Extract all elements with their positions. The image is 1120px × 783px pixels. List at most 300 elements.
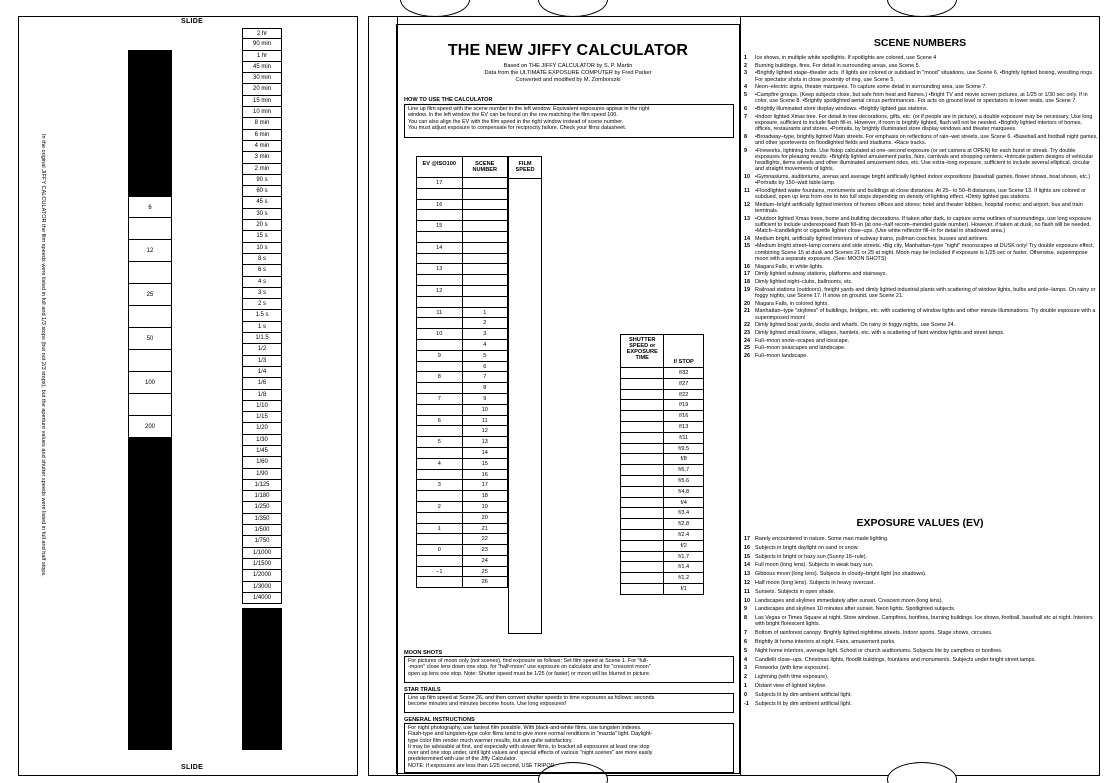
fstop-value: f/5.6 xyxy=(678,477,690,484)
table-row xyxy=(416,178,508,189)
list-item xyxy=(744,580,1100,586)
table-row xyxy=(416,405,508,416)
list-item xyxy=(744,615,1100,627)
scene-number: 11 xyxy=(744,187,750,194)
scene-description: Niagara Falls, in colored lights. xyxy=(755,300,829,307)
list-item xyxy=(744,562,1100,568)
fstop-value: f/2 xyxy=(680,542,687,549)
ev-description: Subjects in bright or hazy sun (Sunny 16–rule). xyxy=(755,553,868,560)
star-box: Line up film speed at Scene 26, and then convert shutter speeds to time exposures as follows: seconds become minutes and minutes become hours. Use long exposures! xyxy=(404,693,734,713)
ev-description: Candlelit close–ups. Christmas lights, floodlit buildings, fountains and monuments. Subjects under bright street lamps. xyxy=(755,656,1036,663)
ev-value xyxy=(417,275,463,285)
ev-number: 9 xyxy=(744,606,747,613)
scene-number: 25 xyxy=(744,345,750,352)
ev-value xyxy=(417,491,463,501)
scene-description: Dimly lighted small towns, villages, hamlets, etc. with a scattering of faint window lights and street lamps. xyxy=(755,329,1005,336)
table-row xyxy=(620,411,704,422)
scene-number xyxy=(463,254,508,264)
list-item xyxy=(744,589,1100,595)
scene-description: •Brightly illuminated store display windows. •Brightly lighted gas stations. xyxy=(755,105,929,112)
list-item xyxy=(744,264,1100,270)
speed-cell: 1/250 xyxy=(242,502,282,513)
list-item xyxy=(744,271,1100,277)
speed-cell: 8 s xyxy=(242,254,282,265)
table-row xyxy=(416,470,508,481)
ev-value: 1 xyxy=(417,524,463,534)
scene-number xyxy=(463,178,508,188)
scene-number: 17 xyxy=(481,482,488,489)
ev-description: Landscapes and skylines 10 minutes after sunset. Neon lights. Spotlighted subjects. xyxy=(755,606,956,613)
scene-number: 19 xyxy=(481,503,488,510)
table-row xyxy=(416,524,508,535)
ev-number: 10 xyxy=(744,597,750,604)
speed-cell: 1/500 xyxy=(242,525,282,536)
shutter-cell[interactable] xyxy=(621,584,664,594)
iso-cell xyxy=(128,262,172,284)
speed-cell: 1/1500 xyxy=(242,559,282,570)
table-row xyxy=(416,232,508,243)
ev-value xyxy=(417,556,463,566)
table-row xyxy=(416,426,508,437)
iso-cell xyxy=(128,394,172,416)
fstop-value: f/11 xyxy=(679,434,689,441)
film-speed-window[interactable] xyxy=(508,156,542,634)
scene-numbers-heading: SCENE NUMBERS xyxy=(873,37,967,49)
table-row xyxy=(620,476,704,487)
table-row xyxy=(416,351,508,362)
table-row xyxy=(416,210,508,221)
ev-value xyxy=(417,318,463,328)
table-row xyxy=(620,422,704,433)
speed-cell: 3 s xyxy=(242,288,282,299)
scene-number: 4 xyxy=(744,84,747,91)
shutter-cell[interactable] xyxy=(621,411,664,421)
iso-cell xyxy=(128,218,172,240)
scene-number: 9 xyxy=(744,147,747,154)
list-item xyxy=(744,648,1100,654)
list-item xyxy=(744,84,1100,90)
speed-cell: 2 s xyxy=(242,299,282,310)
list-item xyxy=(744,701,1100,707)
list-item xyxy=(744,665,1100,671)
list-item xyxy=(744,236,1100,242)
shutter-cell[interactable] xyxy=(621,476,664,486)
table-row xyxy=(620,573,704,584)
scene-number: 18 xyxy=(481,493,488,500)
table-row xyxy=(620,530,704,541)
scene-header: SCENE NUMBER xyxy=(472,161,498,173)
table-row xyxy=(620,465,704,476)
table-row xyxy=(416,383,508,394)
speed-cell: 15 s xyxy=(242,231,282,242)
scene-number: 14 xyxy=(481,449,488,456)
ev-description: Fireworks (with time exposure). xyxy=(755,665,830,672)
scene-number: 12 xyxy=(744,201,750,208)
scene-description: •Brightly lighted stage–theater acts. If lights are colored or subdued in "mood" situations, use Scene 6. •Brightly lighted boxing, wrestling rings. For spectator shots in close proximity of ring, use Scene 5. xyxy=(755,70,1094,83)
list-item xyxy=(744,536,1100,542)
slide-card[interactable] xyxy=(18,16,358,776)
ev-value xyxy=(417,470,463,480)
list-item xyxy=(744,92,1100,104)
speed-cell: 10 s xyxy=(242,243,282,254)
ev-value: 14 xyxy=(417,243,463,253)
shutter-cell[interactable] xyxy=(621,433,664,443)
star-title: STAR TRAILS xyxy=(404,687,441,693)
scene-number: 4 xyxy=(483,341,487,348)
iso-cell xyxy=(128,350,172,372)
ev-description: Landscapes and skylines immediately after sunset. Crescent moon (long lens). xyxy=(755,597,943,604)
scene-number: 2 xyxy=(744,62,747,69)
list-item xyxy=(744,279,1100,285)
scene-description: •Indoor lighted Xmas tree. For detail in tree decorations, gifts, etc. (or if people are in picture), a double exposure may be necessary. Use long exposure, sufficient to include flash fill-in. However, if room is brightly lighted, flash will not be needed. •Brightly lighted interiors of homes, offices, restaurants and stores. •Portraits, by brightly illuminated store display windows and theater marquees. xyxy=(755,113,1093,133)
list-item xyxy=(744,639,1100,645)
speed-cell: 1/3000 xyxy=(242,582,282,593)
scene-number xyxy=(463,275,508,285)
fstop-value: f/2.8 xyxy=(678,521,690,528)
fstop-value: f/19 xyxy=(679,402,689,409)
scene-number: 20 xyxy=(744,300,750,307)
table-row xyxy=(416,297,508,308)
shutter-cell[interactable] xyxy=(621,422,664,432)
moon-box: For pictures of moon only (not scenes), find exposure as follows: Set film speed at Scene 1. For "full- -moon" close lens down one stop, for "half-moon" use exposure on calculator and for "crescent moon" open up lens one stop. Note: Shutter speed must be 1/25 (or faster) or moon will be blurred in picture. xyxy=(404,656,734,683)
fstop-value: f/1.4 xyxy=(678,564,690,571)
fstop-value: f/1.7 xyxy=(678,553,690,560)
list-item xyxy=(744,308,1100,320)
shutter-cell[interactable] xyxy=(621,519,664,529)
notch xyxy=(538,0,608,17)
shutter-cell[interactable] xyxy=(621,454,664,464)
speed-cell: 1/6 xyxy=(242,378,282,389)
table-row xyxy=(416,545,508,556)
shutter-cell[interactable] xyxy=(621,562,664,572)
divider xyxy=(740,16,741,776)
scene-number: 23 xyxy=(481,547,488,554)
ev-description: Bottom of rainforest canopy. Brightly lighted nighttime streets. Indoor sports. Stage shows, circuses. xyxy=(755,630,993,637)
exposure-values-list xyxy=(744,536,1100,709)
scene-number: 21 xyxy=(481,525,488,532)
list-item xyxy=(744,545,1100,551)
shutter-cell[interactable] xyxy=(621,508,664,518)
fstop-value: f/3.4 xyxy=(678,510,690,517)
scene-number: 3 xyxy=(744,70,747,77)
scene-description: Manhattan–type "skylines" of buildings, bridges, etc. with scattering of window lights and other minute illuminations. Try double exposure with a superimposed moon! xyxy=(755,308,1096,321)
scene-description: Dimly lighted subway stations, platforms and stairways. xyxy=(755,271,887,278)
scene-description: Ice shows, in multiple white spotlights. If spotlights are colored, use Scene 4 xyxy=(755,55,937,61)
scene-description: Niagara Falls, in white lights. xyxy=(755,263,824,270)
ev-description: Lightning (with time exposure). xyxy=(755,674,829,681)
fstop-value: f/8 xyxy=(680,456,687,463)
ev-description: Las Vegas or Times Square at night. Store windows. Campfires, bonfires, burning buildings. Ice shows, football, baseball etc at night. Interiors with bright florescent lights. xyxy=(755,615,1093,628)
iso-cell: 25 xyxy=(128,284,172,306)
speed-cell: 1 s xyxy=(242,322,282,333)
scene-description: •Outdoor lighted Xmas trees, home and building decorations. If taken after dark, to capture some outlines of surroundings, use long exposure sufficient to include underexposed flash fill–in (at one–half recom–mended guide number). However, if taken at dusk, no flash will be needed. •Match–/candlelight or cigarette lighter close–ups. (Use white reflector fill–in for detail in shadowed area.) xyxy=(755,215,1092,235)
shutter-cell[interactable] xyxy=(621,541,664,551)
list-item xyxy=(744,683,1100,689)
iso-cell: 200 xyxy=(128,416,172,438)
scene-number: 22 xyxy=(744,322,750,329)
notch xyxy=(400,0,470,17)
speed-cell: 45 min xyxy=(242,62,282,73)
table-row xyxy=(416,459,508,470)
table-row xyxy=(416,416,508,427)
list-item xyxy=(744,174,1100,186)
shutter-cell[interactable] xyxy=(621,390,664,400)
ev-value: 11 xyxy=(417,308,463,318)
table-row xyxy=(416,318,508,329)
speed-cell: 60 s xyxy=(242,186,282,197)
list-item xyxy=(744,216,1100,235)
fstop-table xyxy=(620,334,704,595)
scene-number: 6 xyxy=(744,105,747,112)
list-item xyxy=(744,571,1100,577)
ev-value: 5 xyxy=(417,437,463,447)
scene-number: 23 xyxy=(744,329,750,336)
ev-description: Rarely encountered in nature. Some man made lighting. xyxy=(755,536,889,542)
black-band-bottom xyxy=(128,438,172,750)
fstop-header: f/ STOP xyxy=(673,359,694,365)
moon-title: MOON SHOTS xyxy=(404,650,443,656)
ev-description: Subjects lit by dim ambient artificial light. xyxy=(755,700,852,707)
scene-number: 15 xyxy=(481,460,488,467)
shutter-cell[interactable] xyxy=(621,379,664,389)
ev-description: Subjects lit by dim ambient artificial light. xyxy=(755,691,852,698)
list-item xyxy=(744,606,1100,612)
scene-number: 21 xyxy=(744,308,750,315)
scene-numbers-list xyxy=(744,55,1100,361)
scene-description: •Fireworks, lightning bolts. Use fistop calculated at one–second exposure (or set camera at OPEN) for each burst or streak. Try double exposures for pleasing results. •Brightly lighted amusement parks, fairs, carnivals and shopping centers. •Intricate pattern designs of vehicular headlights, items wheels and other illuminated amusement rides, etc. Use extra–long exposure, sufficient to include several elliptical, circular and straight movements of lights. xyxy=(755,147,1094,173)
speed-cell: 1/45 xyxy=(242,446,282,457)
scene-description: Neon–electric signs, theater marquees. To capture some detail in surrounding area, use Scene 7. xyxy=(755,84,987,91)
shutter-cell[interactable] xyxy=(621,530,664,540)
table-row xyxy=(416,275,508,286)
ev-number: 7 xyxy=(744,630,747,637)
table-row xyxy=(620,400,704,411)
fstop-value: f/13 xyxy=(679,423,689,430)
list-item xyxy=(744,148,1100,173)
ev-value: 4 xyxy=(417,459,463,469)
speed-cell: 1/350 xyxy=(242,514,282,525)
scene-number: 18 xyxy=(744,279,750,285)
table-row xyxy=(416,448,508,459)
ev-number: 0 xyxy=(744,691,747,698)
scene-number xyxy=(463,232,508,242)
ev-header: EV @ISO100 xyxy=(417,157,463,177)
speed-cell: 1/15 xyxy=(242,412,282,423)
speed-cell: 20 min xyxy=(242,84,282,95)
speed-cell: 1/4000 xyxy=(242,593,282,604)
ev-value: 16 xyxy=(417,200,463,210)
ev-number: 13 xyxy=(744,571,750,578)
scene-number: 16 xyxy=(481,471,488,478)
scene-number: 24 xyxy=(744,337,750,344)
ev-description: Distant view of lighted skyline. xyxy=(755,682,827,689)
speed-cell: 1/1.5 xyxy=(242,333,282,344)
scene-number: 15 xyxy=(744,243,750,250)
scene-number: 8 xyxy=(483,385,487,392)
shutter-header: SHUTTER SPEED or EXPOSURE TIME xyxy=(621,335,664,367)
ev-number: 5 xyxy=(744,647,747,654)
ev-value xyxy=(417,448,463,458)
notch xyxy=(887,0,957,17)
table-row xyxy=(416,329,508,340)
table-row xyxy=(416,577,508,588)
scene-number: 5 xyxy=(483,352,487,359)
speed-cell: 30 s xyxy=(242,209,282,220)
table-row xyxy=(416,480,508,491)
shutter-cell[interactable] xyxy=(621,498,664,508)
ev-value: 8 xyxy=(417,372,463,382)
fstop-value: f/27 xyxy=(679,380,689,387)
table-row xyxy=(416,502,508,513)
shutter-cell[interactable] xyxy=(621,400,664,410)
ev-value xyxy=(417,534,463,544)
list-item xyxy=(744,114,1100,133)
list-item xyxy=(744,63,1100,69)
shutter-cell[interactable] xyxy=(621,368,664,378)
list-item xyxy=(744,630,1100,636)
shutter-speed-scale[interactable] xyxy=(242,28,282,604)
scene-number: 13 xyxy=(481,439,488,446)
speed-cell: 10 min xyxy=(242,107,282,118)
speed-cell: 1/3 xyxy=(242,356,282,367)
scene-number: 26 xyxy=(481,579,488,586)
ev-number: 3 xyxy=(744,665,747,672)
ev-value xyxy=(417,254,463,264)
speed-cell: 1/2 xyxy=(242,344,282,355)
scene-number: 24 xyxy=(481,557,488,564)
speed-cell: 20 s xyxy=(242,220,282,231)
table-row xyxy=(416,372,508,383)
list-item xyxy=(744,692,1100,698)
ev-value xyxy=(417,232,463,242)
speed-cell: 30 min xyxy=(242,73,282,84)
list-item xyxy=(744,554,1100,560)
scene-number: 2 xyxy=(483,320,487,327)
how-to-box: Line up film speed with the scene number in the left window. Equivalent exposures appear in the right window. In the left window the EV can be found on the row matching the film speed 100. You can also align the EV with the film speed in the right window instead of scene number. You must adjust exposure to compensate for reciprocity failure. Check your films datasheet. xyxy=(404,104,734,138)
ev-value xyxy=(417,405,463,415)
general-title: GENERAL INSTRUCTIONS xyxy=(404,717,475,723)
list-item xyxy=(744,106,1100,112)
scene-number: 1 xyxy=(483,309,487,316)
scene-number: 9 xyxy=(483,395,487,402)
table-row xyxy=(620,454,704,465)
scene-number: 7 xyxy=(744,113,747,120)
scene-number: 20 xyxy=(481,514,488,521)
scene-number: 25 xyxy=(481,568,488,575)
table-row xyxy=(620,498,704,509)
slide-label-bottom: SLIDE xyxy=(181,764,204,771)
ev-value: 0 xyxy=(417,545,463,555)
scene-number: 14 xyxy=(744,235,750,242)
shutter-cell[interactable] xyxy=(621,552,664,562)
scene-number xyxy=(463,200,508,210)
table-row xyxy=(620,379,704,390)
table-row xyxy=(620,390,704,401)
scene-number: 10 xyxy=(481,406,488,413)
speed-cell: 6 s xyxy=(242,265,282,276)
shutter-cell[interactable] xyxy=(621,465,664,475)
scene-number xyxy=(463,221,508,231)
ev-value: 17 xyxy=(417,178,463,188)
shutter-cell[interactable] xyxy=(621,573,664,583)
table-row xyxy=(416,534,508,545)
list-item xyxy=(744,598,1100,604)
table-row xyxy=(620,584,704,595)
table-row xyxy=(416,254,508,265)
scene-number xyxy=(463,286,508,296)
scene-description: •Campfire groups. (Keep subjects close, but safe from heat and flames.) •Bright TV and movie screen pictures, at 1/25 or 1/30 sec only. If in color, use Scene 8. •Brightly spotlighted aerial circus performances. For acts on ground level or spectators in lower seats, use Scene 7. xyxy=(755,92,1088,105)
how-to-title: HOW TO USE THE CALCULATOR xyxy=(404,97,493,103)
shutter-cell[interactable] xyxy=(621,487,664,497)
page-title: THE NEW JIFFY CALCULATOR xyxy=(447,42,689,59)
ev-number: 2 xyxy=(744,674,747,681)
ev-number: 6 xyxy=(744,638,747,645)
speed-cell: 1/20 xyxy=(242,423,282,434)
scene-description: Full–moon landscape. xyxy=(755,353,808,360)
ev-value xyxy=(417,189,463,199)
ev-description: Brightly lit home interiors at night. Fairs, amusement parks. xyxy=(755,638,896,645)
fstop-value: f/4 xyxy=(680,499,687,506)
ev-value: 2 xyxy=(417,502,463,512)
scene-description: Full–moon seascapes and landscape. xyxy=(755,345,846,352)
speed-cell: 2 hr xyxy=(242,28,282,39)
ev-value: 15 xyxy=(417,221,463,231)
ev-number: -1 xyxy=(744,700,749,707)
speed-black-band xyxy=(242,608,282,750)
scene-description: Full–moon snow–scapes and icescape. xyxy=(755,337,850,344)
table-row xyxy=(416,513,508,524)
speed-cell: 8 min xyxy=(242,118,282,129)
table-row xyxy=(620,552,704,563)
ev-value: 9 xyxy=(417,351,463,361)
scene-number: 3 xyxy=(483,331,487,338)
fstop-value: f/9.5 xyxy=(678,445,690,452)
scene-number xyxy=(463,243,508,253)
shutter-cell[interactable] xyxy=(621,444,664,454)
ev-value: 13 xyxy=(417,264,463,274)
list-item xyxy=(744,657,1100,663)
ev-value xyxy=(417,297,463,307)
ev-value xyxy=(417,577,463,587)
scene-number: 16 xyxy=(744,263,750,270)
card-flap xyxy=(368,16,398,776)
ev-value: 6 xyxy=(417,416,463,426)
table-row xyxy=(416,491,508,502)
fstop-value: f/32 xyxy=(679,370,689,376)
list-item xyxy=(744,202,1100,214)
scene-number: 10 xyxy=(744,173,750,180)
scene-number: 7 xyxy=(483,374,487,381)
ev-value xyxy=(417,362,463,372)
list-item xyxy=(744,134,1100,146)
table-row xyxy=(416,567,508,578)
black-band-top xyxy=(128,50,172,196)
speed-cell: 4 min xyxy=(242,141,282,152)
ev-number: 1 xyxy=(744,682,747,689)
speed-cell: 1/30 xyxy=(242,435,282,446)
scene-description: •Gymnasiums, auditoriums, arenas and average bright artificially lighted indoor expositions (baseball games, flower shows, boat shows, etc.) •Portraits by 150–watt table lamp. xyxy=(755,173,1091,187)
ev-number: 17 xyxy=(744,536,750,542)
ev-value: 12 xyxy=(417,286,463,296)
table-row xyxy=(620,519,704,530)
list-item xyxy=(744,243,1100,262)
scene-number: 26 xyxy=(744,353,750,360)
table-row xyxy=(620,368,704,379)
fstop-value: f/1.2 xyxy=(678,575,690,582)
iso-cell: 100 xyxy=(128,372,172,394)
scene-number xyxy=(463,264,508,274)
film-speed-header: FILM SPEED xyxy=(509,157,541,179)
